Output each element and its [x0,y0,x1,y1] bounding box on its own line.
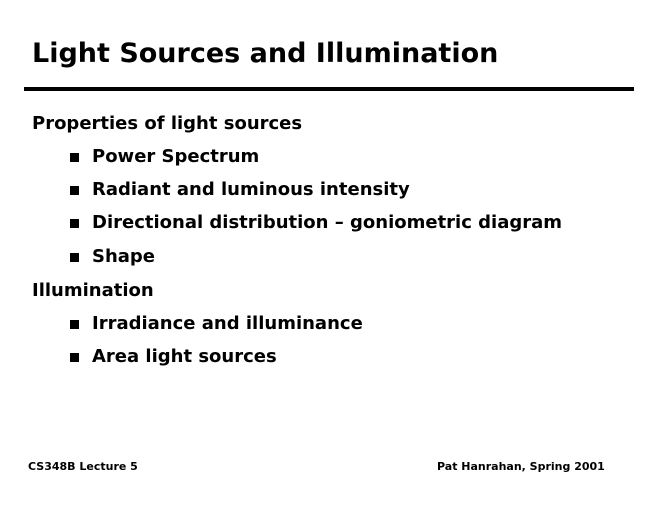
bullet-item [70,315,363,333]
bullet-square-icon [70,153,79,162]
title-divider [24,87,634,91]
bullet-item [70,248,155,266]
bullet-text: Irradiance and illuminance [92,313,363,334]
bullet-item [70,214,562,232]
footer-course: CS348B Lecture 5 [28,460,138,473]
section-heading-illumination: Illumination [32,280,154,301]
bullet-square-icon [70,186,79,195]
bullet-text: Shape [92,246,156,267]
bullet-text: Power Spectrum [92,146,260,167]
bullet-item [70,148,259,166]
bullet-square-icon [70,353,79,362]
section-heading-properties: Properties of light sources [32,113,303,134]
bullet-item [70,348,277,366]
bullet-item [70,181,410,199]
bullet-text: Radiant and luminous intensity [92,179,410,200]
slide-title: Light Sources and Illumination [32,38,499,69]
bullet-text: Directional distribution – goniometric diagram [92,212,563,233]
footer-author: Pat Hanrahan, Spring 2001 [437,460,605,473]
bullet-text: Area light sources [92,346,277,367]
bullet-square-icon [70,320,79,329]
bullet-square-icon [70,219,79,228]
bullet-square-icon [70,253,79,262]
